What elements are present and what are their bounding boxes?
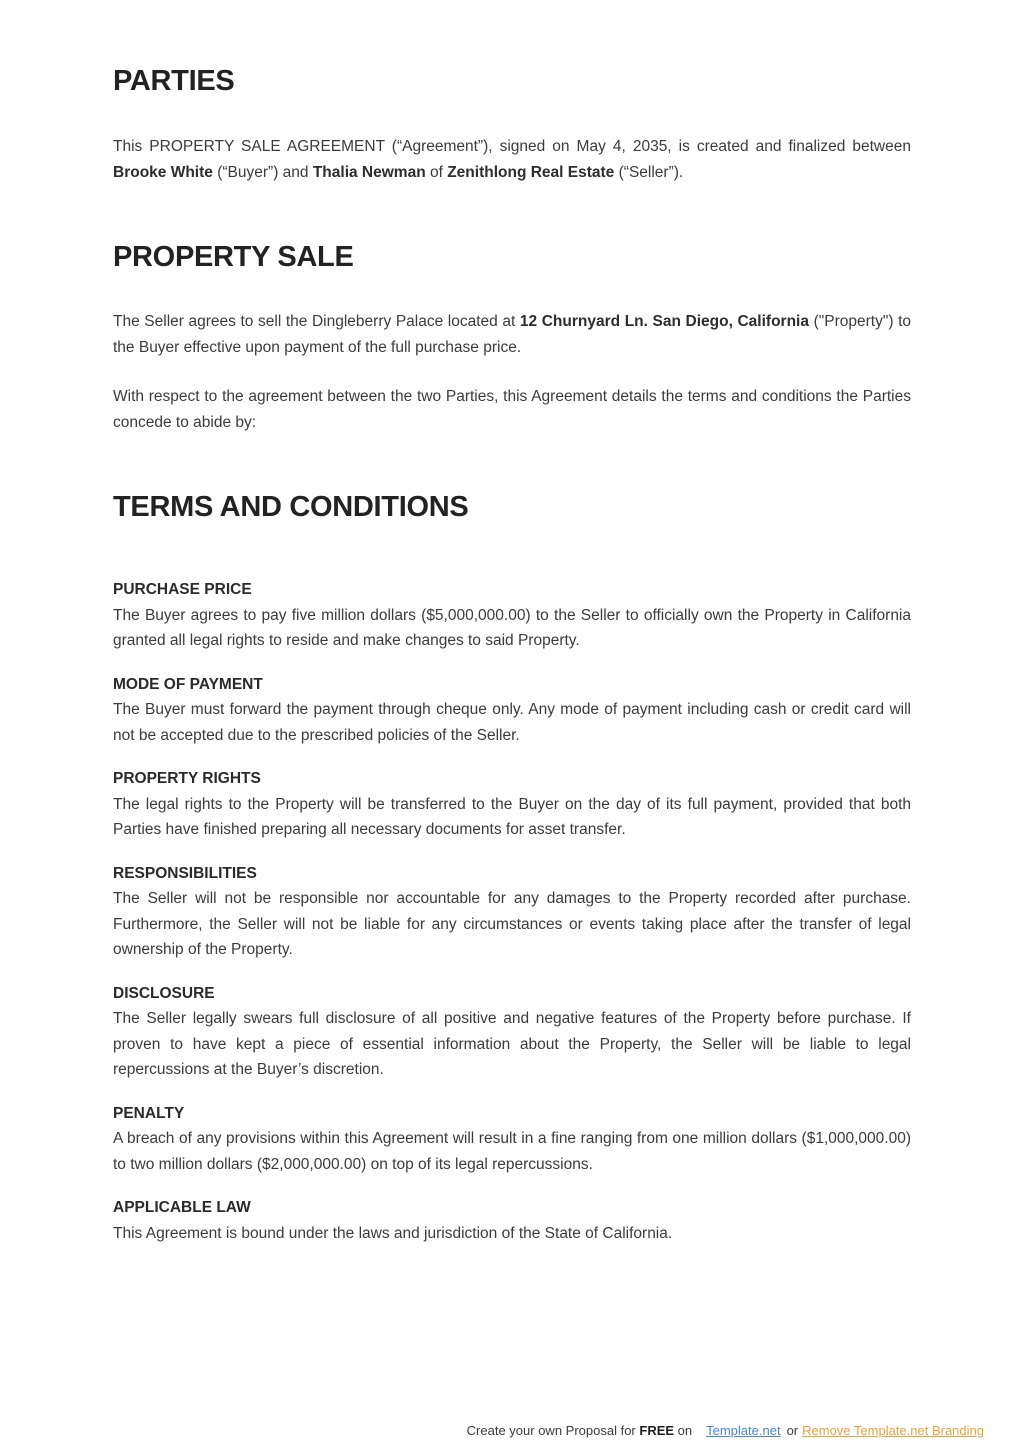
templatenet-link[interactable]: Template.net	[706, 1423, 781, 1438]
term-applicable-law	[113, 1195, 911, 1246]
section-parties	[113, 64, 911, 185]
term-title: PURCHASE PRICE	[113, 581, 252, 598]
term-body: This Agreement is bound under the laws and jurisdiction of the State of California.	[113, 1224, 673, 1242]
term-body: The Seller legally swears full disclosure of all positive and negative features of the Property before purchase. If proven to have kept a piece of essential information about the Property, the Seller will be liable to legal repercussions at the Buyer’s discretion.	[113, 1010, 911, 1078]
term-body: The Buyer must forward the payment through cheque only. Any mode of payment including cash or credit card will not be accepted due to the prescribed policies of the Seller.	[113, 701, 911, 744]
term-disclosure	[113, 981, 911, 1083]
term-body: A breach of any provisions within this Agreement will result in a fine ranging from one million dollars ($1,000,000.00) to two million dollars ($2,000,000.00) on top of its legal repercussions.	[113, 1130, 911, 1173]
term-title: RESPONSIBILITIES	[113, 864, 257, 882]
terms-heading: TERMS AND CONDITIONS	[113, 491, 469, 523]
term-property-rights	[113, 766, 911, 843]
section-terms-and-conditions	[113, 490, 911, 1246]
term-purchase-price	[113, 577, 911, 654]
footer-on-text: on	[674, 1423, 693, 1438]
parties-paragraph: This PROPERTY SALE AGREEMENT (“Agreement”), signed on May 4, 2035, is created and finalized between Brooke White (“Buyer”) and Thalia Newman of Zenithlong Real Estate (“Seller”).	[113, 138, 911, 181]
property-sale-paragraph-1: The Seller agrees to sell the Dingleberry Palace located at 12 Churnyard Ln. San Diego, California ("Property") to the Buyer effective upon payment of the full purchase price.	[113, 313, 911, 356]
term-title: MODE OF PAYMENT	[113, 675, 263, 693]
term-body: The legal rights to the Property will be transferred to the Buyer on the day of its full payment, provided that both Parties have finished preparing all necessary documents for asset transfer.	[113, 795, 911, 838]
remove-branding-link[interactable]: Remove Template.net Branding	[802, 1423, 984, 1438]
term-body: The Seller will not be responsible nor accountable for any damages to the Property recorded after purchase. Furthermore, the Seller will not be liable for any circumstances or events taking place after the transfer of legal ownership of the Property.	[113, 890, 911, 958]
term-title: PENALTY	[113, 1104, 185, 1122]
term-body: The Buyer agrees to pay five million dollars ($5,000,000.00) to the Seller to officially own the Property in California granted all legal rights to reside and make changes to said Property.	[113, 606, 911, 649]
footer-prefix-text: Create your own Proposal for	[466, 1423, 640, 1438]
footer-branding	[467, 1422, 984, 1440]
property-sale-paragraph-2: With respect to the agreement between the two Parties, this Agreement details the terms and conditions the Parties concede to abide by:	[113, 388, 911, 431]
footer-free-text: FREE	[639, 1423, 675, 1438]
term-title: DISCLOSURE	[113, 984, 215, 1002]
property-sale-heading: PROPERTY SALE	[113, 241, 354, 273]
section-property-sale	[113, 240, 911, 435]
term-title: PROPERTY RIGHTS	[113, 770, 261, 787]
footer-or-text: or	[786, 1423, 799, 1438]
term-responsibilities	[113, 861, 911, 963]
term-mode-of-payment	[113, 672, 911, 749]
parties-heading: PARTIES	[113, 65, 235, 97]
term-penalty	[113, 1101, 911, 1178]
term-title: APPLICABLE LAW	[113, 1199, 251, 1216]
